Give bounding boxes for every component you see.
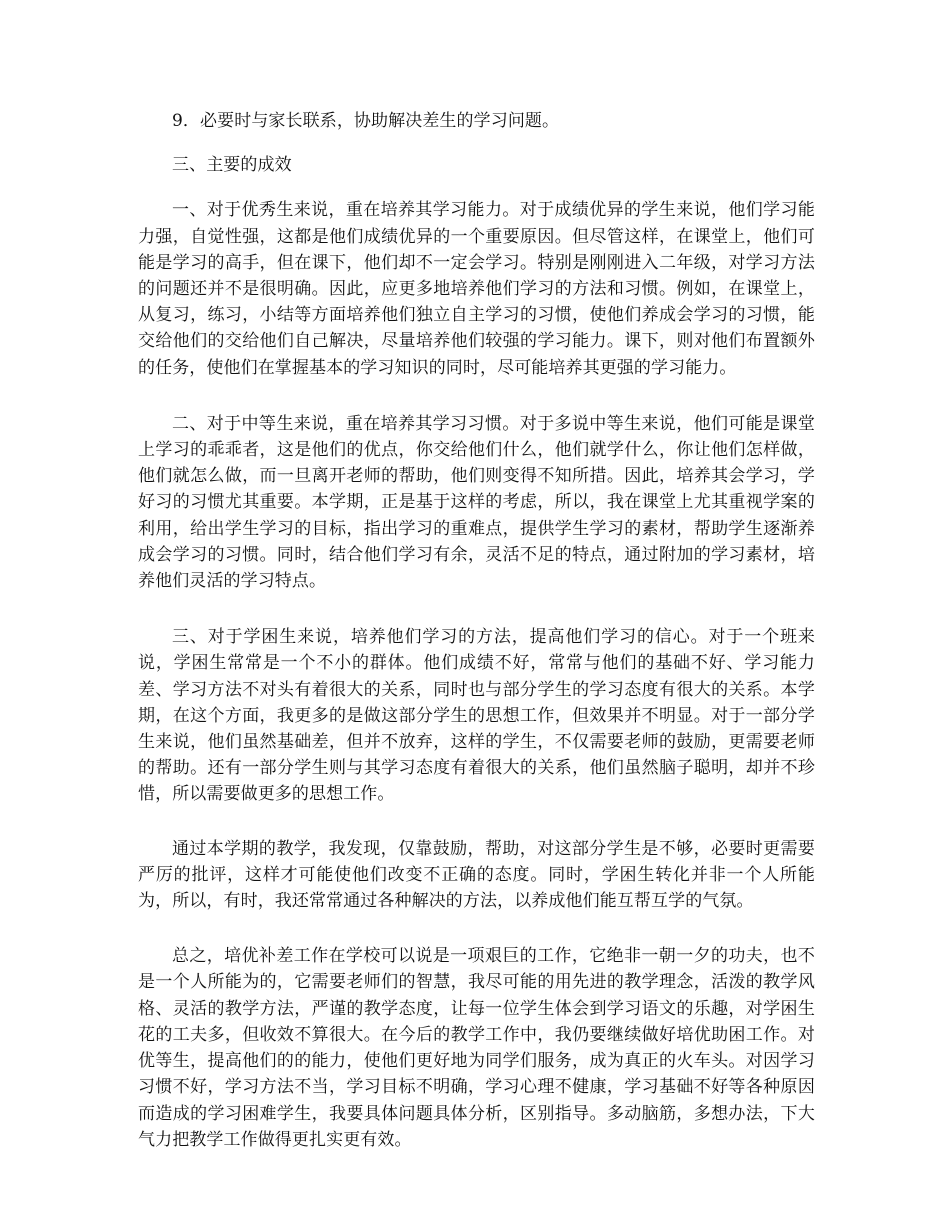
average-students-paragraph: 二、对于中等生来说，重在培养其学习习惯。对于多说中等生来说，他们可能是课堂上学习的乖乖者，这是他们的优点，你交给他们什么，他们就学什么，你让他们怎样做，他们就怎么做，而一旦离开老师的帮助，他们则变得不知所措。因此，培养其会学习，学好习的习惯尤其重要。本学期，正是基于这样的考虑，所以，我在课堂上尤其重视学案的利用，给出学生学习的目标，指出学习的重难点，提供学生学习的素材，帮助学生逐渐养成会学习的习惯。同时，结合他们学习有余，灵活不足的特点，通过附加的学习素材，培养他们灵活的学习特点。 xyxy=(138,413,815,592)
summary-paragraph: 总之，培优补差工作在学校可以说是一项艰巨的工作，它绝非一朝一夕的功夫，也不是一个人所能为的，它需要老师们的智慧，我尽可能的用先进的教学理念，活泼的教学风格、灵活的教学方法，严谨的教学态度，让每一位学生体会到学习语文的乐趣，对学困生花的工夫多，但收效不算很大。在今后的教学工作中，我仍要继续做好培优助困工作。对优等生，提高他们的的能力，使他们更好地为同学们服务，成为真正的火车头。对因学习习惯不好，学习方法不当，学习目标不明确，学习心理不健康，学习基础不好等各种原因而造成的学习困难学生，我要具体问题具体分析，区别指导。多动脑筋，多想办法，下大气力把教学工作做得更扎实更有效。 xyxy=(138,946,815,1150)
struggling-students-paragraph: 三、对于学困生来说，培养他们学习的方法，提高他们学习的信心。对于一个班来说，学困生常常是一个不小的群体。他们成绩不好，常常与他们的基础不好、学习能力差、学习方法不对头有着很大的关系，同时也与部分学生的学习态度有很大的关系。本学期，在这个方面，我更多的是做这部分学生的思想工作，但效果并不明显。对于一部分学生来说，他们虽然基础差，但并不放弃，这样的学生，不仅需要老师的鼓励，更需要老师的帮助。还有一部分学生则与其学习态度有着很大的关系，他们虽然脑子聪明，却并不珍惜，所以需要做更多的思想工作。 xyxy=(138,627,815,805)
section-heading: 三、主要的成效 xyxy=(172,155,292,176)
excellent-students-paragraph: 一、对于优秀生来说，重在培养其学习能力。对于成绩优异的学生来说，他们学习能力强，自觉性强，这都是他们成绩优异的一个重要原因。但尽管这样，在课堂上，他们可能是学习的高手，但在课下，他们却不一定会学习。特别是刚刚进入二年级，对学习方法的问题还并不是很明确。因此，应更多地培养他们学习的方法和习惯。例如，在课堂上，从复习，练习，小结等方面培养他们独立自主学习的习惯，使他们养成会学习的习惯，能交给他们的交给他们自己解决，尽量培养他们较强的学习能力。课下，则对他们布置额外的任务，使他们在掌握基本的学习知识的同时，尽可能培养其更强的学习能力。 xyxy=(138,200,815,378)
reflection-paragraph: 通过本学期的教学，我发现，仅靠鼓励，帮助，对这部分学生是不够，必要时更需要严厉的批评，这样才可能使他们改变不正确的态度。同时，学困生转化并非一个人所能为，所以，有时，我还常常通过各种解决的方法，以养成他们能互帮互学的气氛。 xyxy=(138,838,815,912)
item-9-paragraph: 9．必要时与家长联系，协助解决差生的学习问题。 xyxy=(172,111,560,131)
document-page xyxy=(138,108,815,1153)
